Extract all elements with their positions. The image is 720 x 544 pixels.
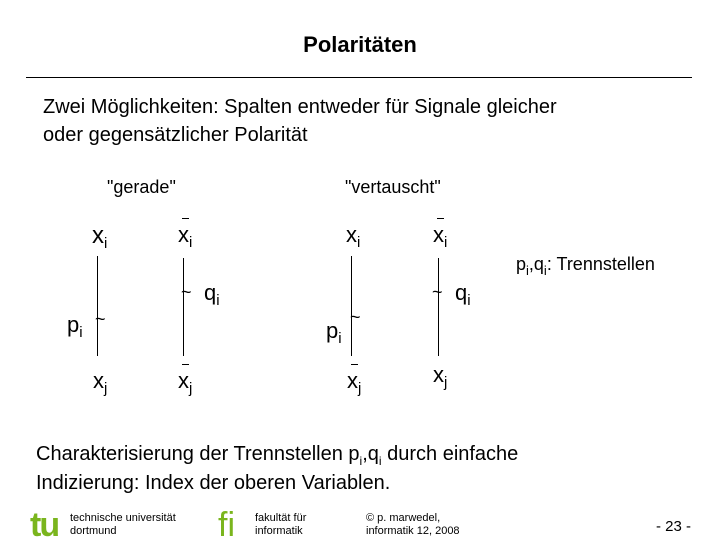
slide-title: Polaritäten: [303, 32, 417, 57]
tilde-q-right: ~: [432, 282, 443, 302]
label-vertauscht: "vertauscht": [345, 177, 441, 197]
line-right-col2: [438, 258, 439, 356]
tilde-p-right: ~: [350, 307, 361, 327]
var-q-i-right: $q_i$: [455, 280, 471, 309]
tu-logo: tu: [30, 506, 59, 544]
university-name: technische universität dortmund: [70, 512, 176, 537]
var-x-i-left: $x_i$: [92, 222, 108, 252]
bottom-text-line-2: Indizierung: Index der oberen Variablen.: [36, 472, 391, 494]
bottom-text-line-1: Charakterisierung der Trennstellen $p_i,q_i$ durch einfache: [36, 443, 519, 468]
label-gerade: "gerade": [107, 177, 176, 197]
faculty-name: fakultät für informatik: [255, 512, 307, 537]
trennstellen-legend: $p_i,q_i$: Trennstellen: [516, 254, 655, 278]
copyright: © p. marwedel, informatik 12, 2008: [366, 512, 460, 537]
line-left-col1: [97, 256, 98, 356]
var-xbar-i-right: $x_i$: [433, 222, 448, 251]
var-xbar-j-right: $x_j$: [347, 368, 362, 397]
var-x-i-right: $x_i$: [346, 222, 361, 251]
var-x-j-right: $x_j$: [433, 362, 448, 391]
tilde-q-left: ~: [181, 282, 192, 302]
fi-logo: fi: [218, 506, 235, 544]
var-xbar-i-left: $x_i$: [178, 222, 193, 251]
var-x-j-left: $x_j$: [93, 368, 108, 397]
var-xbar-j-left: $x_j$: [178, 368, 193, 397]
intro-line-1: Zwei Möglichkeiten: Spalten entweder für Signale gleicher: [43, 96, 557, 118]
intro-line-2: oder gegensätzlicher Polarität: [43, 124, 308, 146]
tilde-p-left: ~: [95, 309, 106, 329]
var-q-i-left: $q_i$: [204, 280, 220, 309]
var-p-i-right: $p_i$: [326, 318, 342, 347]
page-number: - 23 -: [656, 518, 692, 535]
title-divider: [26, 77, 692, 78]
line-right-col1: [351, 256, 352, 356]
line-left-col2: [183, 258, 184, 356]
var-p-i-left: $p_i$: [67, 312, 83, 341]
